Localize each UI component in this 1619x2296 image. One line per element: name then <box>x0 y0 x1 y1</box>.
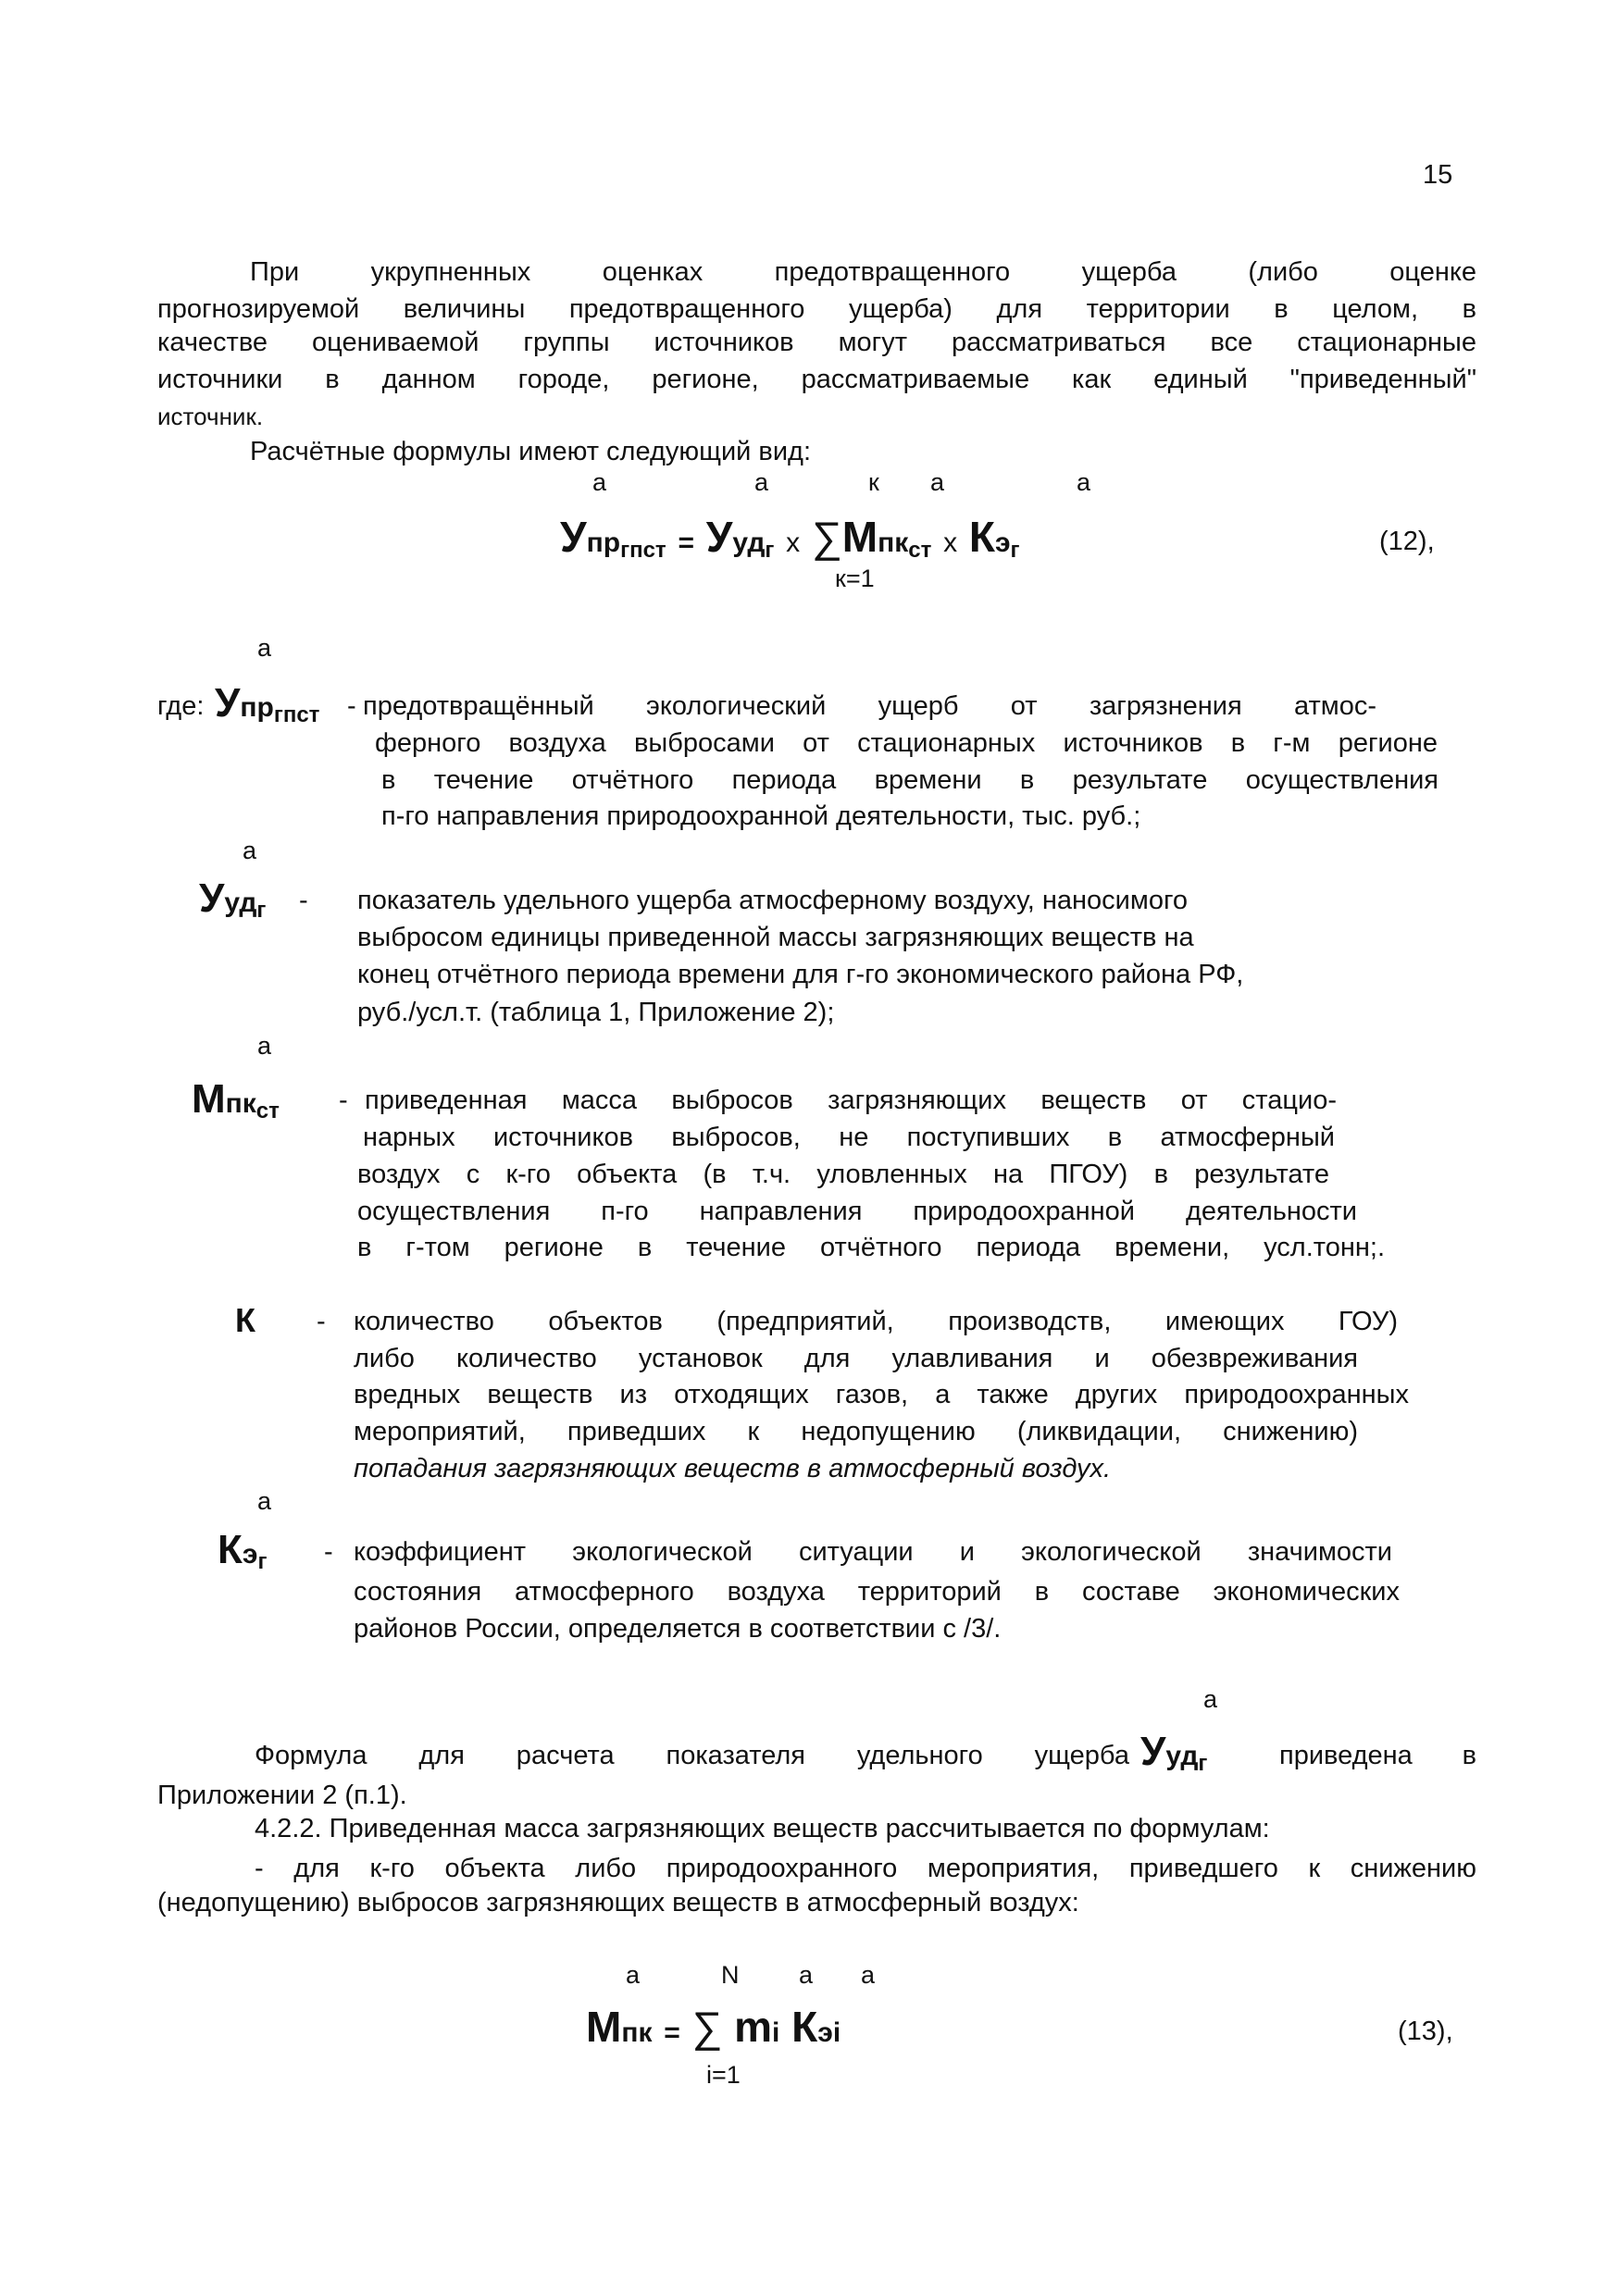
subscript: эi <box>817 2017 841 2048</box>
formula-expression <box>586 2004 841 2056</box>
superscript: а <box>1203 1685 1218 1713</box>
dash: - <box>339 1086 348 1115</box>
subscript: г <box>1010 538 1020 563</box>
definition-line: либо количество установок для улавливания и обезвреживания <box>354 1344 1358 1373</box>
subscript: i <box>772 2017 780 2048</box>
text-line: качестве оцениваемой группы источников могут рассматриваться все стационарные <box>157 328 1476 357</box>
definition-line: руб./усл.т. (таблица 1, Приложение 2); <box>357 998 835 1027</box>
definition-line: воздух с к-го объекта (в т.ч. уловленных на ПГОУ) в результате <box>357 1160 1329 1189</box>
superscript: N <box>721 1961 740 1989</box>
definition-line: в течение отчётного периода времени в результате осуществления <box>381 765 1438 795</box>
definition-line: вредных веществ из отходящих газов, а также других природоохранных <box>354 1380 1409 1409</box>
symbol: m <box>734 2003 773 2051</box>
equals: = <box>678 527 694 558</box>
superscript: а <box>592 468 607 496</box>
symbol: У <box>705 513 733 561</box>
page-number: 15 <box>1423 160 1453 190</box>
times: х <box>943 527 958 558</box>
text-line: 4.2.2. Приведенная масса загрязняющих веществ рассчитывается по формулам: <box>255 1814 1270 1843</box>
superscript: а <box>626 1961 641 1989</box>
definition-line: нарных источников выбросов, не поступивших в атмосферный <box>363 1123 1335 1152</box>
superscript: а <box>257 1487 272 1515</box>
definition-line: районов России, определяется в соответствии с /3/. <box>354 1614 1002 1644</box>
definition-symbol <box>215 680 319 738</box>
dash: - <box>299 886 308 915</box>
definition-symbol: К <box>235 1301 255 1339</box>
definition-line: выбросом единицы приведенной массы загрязняющих веществ на <box>357 923 1194 952</box>
superscript: а <box>861 1961 876 1989</box>
superscript: а <box>243 837 257 864</box>
dash: - <box>324 1537 333 1567</box>
definition-line: в г-том регионе в течение отчётного периода времени, усл.тонн;. <box>357 1233 1385 1262</box>
text-line: прогнозируемой величины предотвращенного ущерба) для территории в целом, в <box>157 294 1476 324</box>
text-line: - для к-го объекта либо природоохранного мероприятия, приведшего к снижению <box>255 1854 1476 1883</box>
symbol: М <box>586 2003 622 2051</box>
definition-line: осуществления п-го направления природоохранной деятельности <box>357 1197 1357 1226</box>
definition-line: попадания загрязняющих веществ в атмосферный воздух. <box>354 1454 1112 1483</box>
symbol: К <box>218 1527 243 1572</box>
subscript: ст <box>908 538 932 563</box>
subscript: пр <box>240 692 274 723</box>
sum-lower-limit: i=1 <box>706 2061 741 2089</box>
superscript: а <box>1077 468 1091 496</box>
symbol: У <box>215 680 241 726</box>
subscript: пк <box>621 2017 653 2048</box>
definition-line: коэффициент экологической ситуации и экологической значимости <box>354 1537 1392 1567</box>
subscript: уд <box>1165 1741 1199 1771</box>
superscript: к <box>868 468 879 496</box>
inline-symbol <box>1140 1729 1207 1787</box>
symbol: М <box>841 513 878 561</box>
formula-expression <box>560 514 1020 574</box>
subscript: пр <box>586 527 621 558</box>
sigma-icon: ∑ <box>811 513 842 561</box>
symbol: У <box>199 875 225 921</box>
definition-symbol <box>199 875 266 934</box>
symbol: У <box>1140 1729 1166 1774</box>
subscript: г <box>273 702 283 727</box>
text-line: Приложении 2 (п.1). <box>157 1781 407 1810</box>
definition-symbol <box>218 1527 267 1585</box>
subscript: ст <box>255 1098 280 1123</box>
subscript: пст <box>282 702 320 727</box>
definition-line: количество объектов (предприятий, производств, имеющих ГОУ) <box>354 1307 1398 1336</box>
superscript: а <box>257 1032 272 1060</box>
subscript: пк <box>225 1088 256 1119</box>
times: х <box>786 527 801 558</box>
text-line: Формула для расчета показателя удельного ущерба <box>255 1741 1129 1770</box>
formula-number: (13), <box>1398 2017 1453 2046</box>
text-line: При укрупненных оценках предотвращенного ущерба (либо оценке <box>250 257 1476 287</box>
symbol: М <box>192 1076 226 1122</box>
definition-line: п-го направления природоохранной деятельности, тыс. руб.; <box>381 801 1141 831</box>
subscript: э <box>242 1539 258 1570</box>
subscript: г <box>1198 1751 1208 1776</box>
text-line: источники в данном городе, регионе, рассматриваемые как единый "приведенный" <box>157 365 1476 394</box>
dash: - <box>317 1307 326 1336</box>
definition-line: приведенная масса выбросов загрязняющих веществ от стацио- <box>365 1086 1337 1115</box>
definition-line: мероприятий, приведших к недопущению (ликвидации, снижению) <box>354 1417 1358 1446</box>
dash: - <box>347 691 356 721</box>
text-line: источник. <box>157 403 264 430</box>
symbol: К <box>968 513 995 561</box>
text-line: (недопущению) выбросов загрязняющих веществ в атмосферный воздух: <box>157 1888 1079 1917</box>
definition-line: предотвращённый экологический ущерб от загрязнения атмос- <box>363 691 1376 721</box>
definition-line: состояния атмосферного воздуха территорий в составе экономических <box>354 1577 1400 1607</box>
subscript: э <box>994 527 1011 558</box>
subscript: г <box>765 538 775 563</box>
subscript: пст <box>629 538 666 563</box>
superscript: а <box>257 634 272 662</box>
subscript: уд <box>224 887 257 918</box>
sigma-icon: ∑ <box>691 2003 723 2051</box>
superscript: а <box>930 468 945 496</box>
definition-line: конец отчётного периода времени для г-го экономического района РФ, <box>357 960 1244 989</box>
definition-line: показатель удельного ущерба атмосферному воздуху, наносимого <box>357 886 1189 915</box>
subscript: уд <box>732 527 766 558</box>
superscript: а <box>754 468 769 496</box>
sum-lower-limit: к=1 <box>835 565 875 592</box>
subscript: г <box>256 898 267 923</box>
definition-symbol <box>192 1076 280 1135</box>
symbol: К <box>791 2003 818 2051</box>
equals: = <box>664 2017 680 2048</box>
text-line: Расчётные формулы имеют следующий вид: <box>250 437 812 466</box>
subscript: г <box>257 1549 268 1574</box>
subscript: г <box>620 538 630 563</box>
symbol: У <box>560 513 587 561</box>
text-line: приведена в <box>1279 1741 1476 1770</box>
subscript: пк <box>878 527 909 558</box>
superscript: а <box>799 1961 814 1989</box>
formula-number: (12), <box>1379 527 1435 556</box>
where-label: где: <box>157 691 205 721</box>
definition-line: ферного воздуха выбросами от стационарных источников в г-м регионе <box>375 728 1438 758</box>
